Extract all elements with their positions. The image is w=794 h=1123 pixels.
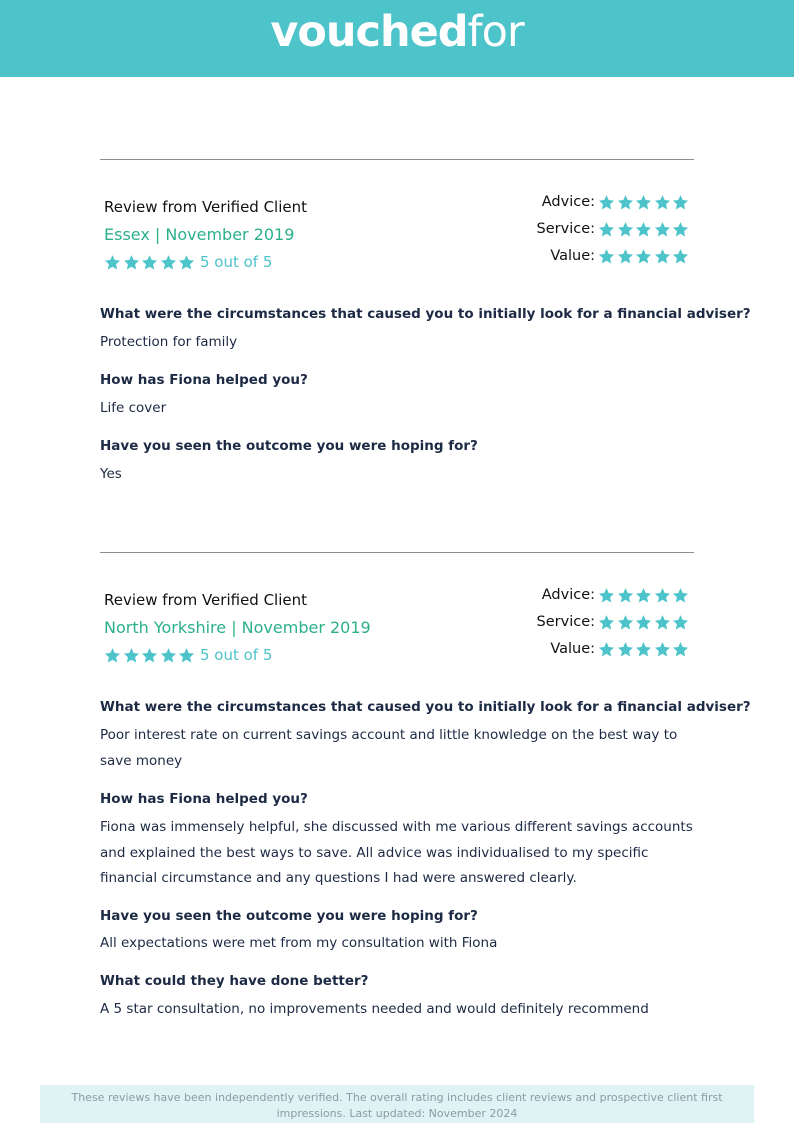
star-icon xyxy=(617,641,634,658)
review-card xyxy=(100,552,751,1032)
star-icon xyxy=(672,614,689,631)
advice-stars xyxy=(598,194,691,211)
rating-row-advice xyxy=(542,192,691,212)
star-icon xyxy=(598,248,615,265)
value-stars xyxy=(598,248,691,265)
review-location-date: North Yorkshire | November 2019 xyxy=(104,618,371,637)
overall-rating-text: 5 out of 5 xyxy=(199,253,273,271)
star-icon xyxy=(654,194,671,211)
star-icon xyxy=(598,614,615,631)
review-source: Review from Verified Client xyxy=(104,591,308,609)
star-icon xyxy=(635,614,652,631)
review-answer: Yes xyxy=(100,466,122,482)
star-icon xyxy=(654,641,671,658)
service-stars xyxy=(598,614,691,631)
review-question: Have you seen the outcome you were hoping for? xyxy=(100,908,478,924)
vouchedfor-logo[interactable] xyxy=(0,6,794,58)
logo-wordmark-light: for xyxy=(467,7,524,57)
rating-row-advice xyxy=(542,585,691,605)
review-source: Review from Verified Client xyxy=(104,198,308,216)
review-location-date: Essex | November 2019 xyxy=(104,225,295,244)
value-stars xyxy=(598,641,691,658)
review-card xyxy=(100,159,751,499)
star-icon xyxy=(617,614,634,631)
star-icon xyxy=(635,587,652,604)
star-icon xyxy=(104,647,121,664)
review-answer: Protection for family xyxy=(100,334,238,350)
star-icon xyxy=(617,248,634,265)
review-divider xyxy=(100,159,694,160)
footer-text: These reviews have been independently verified. The overall rating includes client reviews and prospective client first impressions. Last updated: November 2024 xyxy=(71,1091,723,1120)
advice-stars xyxy=(598,587,691,604)
star-icon xyxy=(617,587,634,604)
rating-row-value xyxy=(550,639,691,659)
review-answer: Life cover xyxy=(100,400,167,416)
star-icon xyxy=(178,254,195,271)
star-icon xyxy=(598,221,615,238)
star-icon xyxy=(635,248,652,265)
star-icon xyxy=(672,248,689,265)
star-icon xyxy=(178,647,195,664)
rating-label-service: Service: xyxy=(536,221,596,237)
star-icon xyxy=(141,647,158,664)
review-answer: A 5 star consultation, no improvements needed and would definitely recommend xyxy=(100,1001,649,1017)
rating-row-service xyxy=(537,612,691,632)
star-icon xyxy=(160,647,177,664)
review-question: What could they have done better? xyxy=(100,973,369,989)
rating-row-service xyxy=(537,219,691,239)
star-icon xyxy=(672,587,689,604)
star-icon xyxy=(160,254,177,271)
star-icon xyxy=(672,641,689,658)
rating-label-advice: Advice: xyxy=(541,587,596,603)
review-question: What were the circumstances that caused you to initially look for a financial adviser? xyxy=(100,306,751,322)
header-bar xyxy=(0,0,794,77)
overall-rating xyxy=(104,252,272,272)
star-icon xyxy=(635,194,652,211)
overall-rating xyxy=(104,645,272,665)
review-question: How has Fiona helped you? xyxy=(100,372,308,388)
star-icon xyxy=(635,221,652,238)
review-answer: Poor interest rate on current savings account and little knowledge on the best way to save money xyxy=(100,727,678,769)
star-icon xyxy=(654,587,671,604)
star-icon xyxy=(654,614,671,631)
overall-rating-text: 5 out of 5 xyxy=(199,646,273,664)
overall-stars xyxy=(104,647,197,664)
rating-row-value xyxy=(550,246,691,266)
review-question: What were the circumstances that caused you to initially look for a financial adviser? xyxy=(100,699,751,715)
star-icon xyxy=(598,641,615,658)
star-icon xyxy=(598,587,615,604)
category-ratings xyxy=(521,585,691,665)
star-icon xyxy=(141,254,158,271)
star-icon xyxy=(123,254,140,271)
rating-label-value: Value: xyxy=(550,248,596,264)
star-icon xyxy=(654,248,671,265)
star-icon xyxy=(672,194,689,211)
rating-label-service: Service: xyxy=(536,614,596,630)
star-icon xyxy=(598,194,615,211)
review-answer: Fiona was immensely helpful, she discussed with me various different savings accounts and explained the best ways to save. All advice was individualised to my specific financial circumstance and any questions I had were answered clearly. xyxy=(100,819,693,886)
star-icon xyxy=(123,647,140,664)
service-stars xyxy=(598,221,691,238)
review-answer: All expectations were met from my consultation with Fiona xyxy=(100,935,498,951)
overall-stars xyxy=(104,254,197,271)
star-icon xyxy=(654,221,671,238)
star-icon xyxy=(104,254,121,271)
star-icon xyxy=(617,221,634,238)
review-divider xyxy=(100,552,694,553)
star-icon xyxy=(672,221,689,238)
review-question: Have you seen the outcome you were hoping for? xyxy=(100,438,478,454)
logo-wordmark-bold: vouched xyxy=(270,7,468,57)
star-icon xyxy=(635,641,652,658)
rating-label-advice: Advice: xyxy=(541,194,596,210)
footer-notice xyxy=(40,1085,754,1123)
rating-label-value: Value: xyxy=(550,641,596,657)
review-question: How has Fiona helped you? xyxy=(100,791,308,807)
star-icon xyxy=(617,194,634,211)
category-ratings xyxy=(521,192,691,272)
